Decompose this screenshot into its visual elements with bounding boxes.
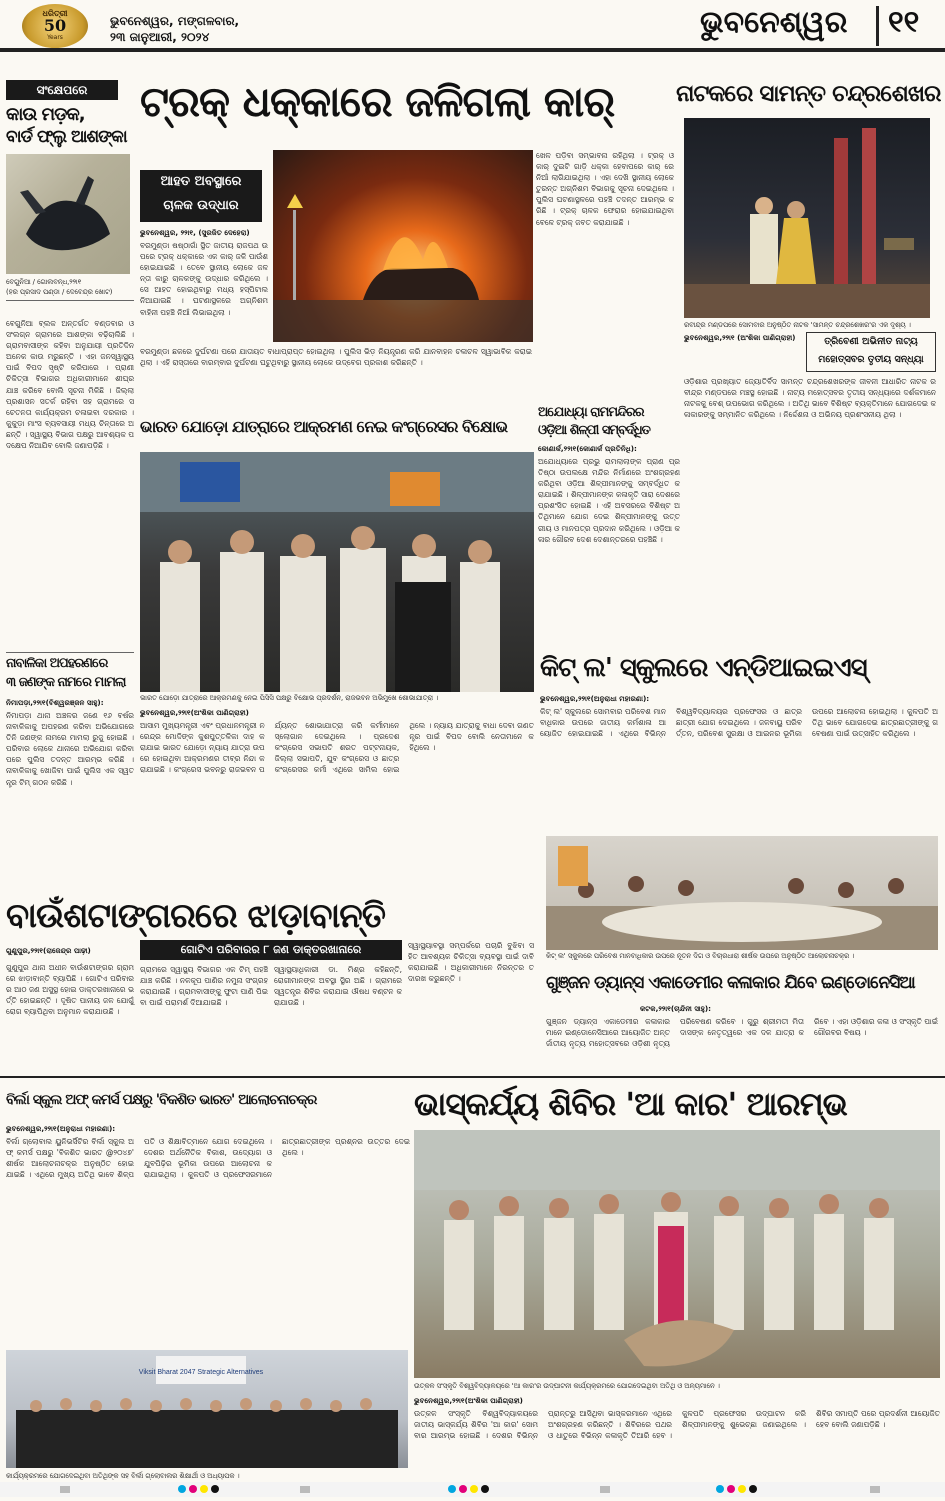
gunjan-dateline: କଟକ,୨୨ା୧(ଚାନ୍ଦିନୀ ସାହୁ):: [640, 1004, 712, 1013]
sculpture-body: ଉତ୍କଳ ସଂସ୍କୃତି ବିଶ୍ୱବିଦ୍ୟାଳୟରେ ଜାତୀୟ ଭାସ୍କର୍ଯ୍ୟ ଶିବିର 'ଆ କାର' ସୋମବାର ଆରମ୍ଭ ହୋଇଛି । ଦେଶର ବିଭିନ୍ନ ପ୍ରାନ୍ତରୁ ଆସିଥିବା ଭାସ୍କରମାନେ ଏଥିରେ ଅଂଶଗ୍ରହଣ କରିଛନ୍ତି । ଶିବିରରେ ପଥର ଓ ଧାତୁରେ ବିଭିନ୍ନ କଳାକୃତି ତିଆରି ହେବ । କୁଳପତି ପ୍ରଫେସର ଉଦ୍‌ଘାଟନ କରି ଶିଳ୍ପୀମାନଙ୍କୁ ଶୁଭେଚ୍ଛା ଜଣାଇଥିଲେ । ଶିବିର ସମାପ୍ତି ପରେ ପ୍ରଦର୍ଶନୀ ଆୟୋଜିତ ହେବ ବୋଲି ଜଣାପଡ଼ିଛି ।: [414, 1409, 940, 1441]
baunsha-dateline: ଗୁଣୁପୁର,୨୨ା୧(ରାଜେନ୍ଦ୍ର ପାଢ଼ୀ): [6, 946, 91, 955]
drama-body: ଓଡ଼ିଶାର ପ୍ରଖ୍ୟାତ ଜ୍ୟୋତିର୍ବିଦ ସାମନ୍ତ ଚନ୍ଦ୍ରଶେଖରଙ୍କ ଜୀବନୀ ଆଧାରିତ ନାଟକ ରବୀନ୍ଦ୍ର ମଣ୍ଡପରେ ମଞ୍ଚସ୍ଥ ହୋଇଛି । ନାଟ୍ୟ ମହୋତ୍ସବର ତୃତୀୟ ସନ୍ଧ୍ୟାରେ ଦର୍ଶକମାନେ ନାଟକକୁ ବେଶ୍ ଉପଭୋଗ କରିଥିଲେ । ଅତିଥି ଭାବେ ବିଶିଷ୍ଟ ବ୍ୟକ୍ତିମାନେ ଯୋଗଦେଇ କଳାକାରଙ୍କୁ ସମ୍ମାନିତ କରିଥିଲେ । ନିର୍ଦ୍ଦେଶନା ଓ ଅଭିନୟ ପ୍ରଶଂସନୀୟ ଥିଲା ।: [684, 377, 936, 420]
logo-text: ଧରିତ୍ରୀ: [42, 8, 68, 18]
burning-car-photo: [273, 150, 533, 342]
drama-photo-caption: ରବୀନ୍ଦ୍ର ମଣ୍ଡପରେ ସୋମବାର ଅନୁଷ୍ଠିତ ନାଟକ 'ସାମନ୍ତ ଚନ୍ଦ୍ରଶେଖର'ର ଏକ ଦୃଶ୍ୟ ।: [684, 321, 911, 329]
baunsha-body-col1: ଗୁଣୁପୁର ଥାନା ଅଧୀନ ବାଉଁଶଟାଙ୍ଗର ଗ୍ରାମରେ ଝାଡ଼ାବାନ୍ତି ବ୍ୟାପିଛି । ଗୋଟିଏ ପରିବାରର ଆଠ ଜଣ ଅସୁସ୍ଥ ହୋଇ ଡାକ୍ତରଖାନାରେ ଭର୍ତ୍ତି ହୋଇଛନ୍ତି । ଦୂଷିତ ପାନୀୟ ଜଳ ଯୋଗୁଁ ରୋଗ ବ୍ୟାପିଥିବା ଅନୁମାନ କରାଯାଉଛି ।: [6, 963, 134, 1017]
masthead-bottom-rule: [0, 48, 945, 52]
ayodhya-body: ଅଯୋଧ୍ୟାରେ ପ୍ରଭୁ ରାମଲାଲାଙ୍କ ପ୍ରାଣ ପ୍ରତିଷ୍ଠା ଉପଲକ୍ଷେ ମନ୍ଦିର ନିର୍ମାଣରେ ଅଂଶଗ୍ରହଣ କରିଥିବା ଓଡ଼ିଆ ଶିଳ୍ପୀମାନଙ୍କୁ ସମ୍ବର୍ଦ୍ଧିତ କରାଯାଇଛି । ଶିଳ୍ପୀମାନଙ୍କ କଳାକୃତି ସାରା ଦେଶରେ ପ୍ରଶଂସିତ ହୋଇଛି । ଏହି ଅବସରରେ ବିଶିଷ୍ଟ ଅତିଥିମାନେ ଯୋଗ ଦେଇ ଶିଳ୍ପୀମାନଙ୍କୁ ଉତ୍ତରୀୟ ଓ ମାନପତ୍ର ପ୍ରଦାନ କରିଥିଲେ । ଓଡ଼ିଆ କଳାର ଗୌରବ ଦେଶ ଦେଶାନ୍ତରରେ ପହଞ୍ଚିଛି ।: [538, 457, 680, 544]
kiit-dateline: ଭୁବନେଶ୍ୱର,୨୨ା୧(ଅନୁରାଧା ମହାରଣା):: [540, 694, 650, 703]
ayodhya-dateline: କୋଣାର୍କ,୨୨ା୧(କୋଣାର୍କ ପ୍ରତିନିଧି):: [538, 444, 637, 453]
kiit-body: କିଟ୍ ଲ' ସ୍କୁଲରେ ସୋମବାର ପରିବେଶ ମାନବାଧିକାର ଉପରେ ଜାତୀୟ କର୍ମଶାଳା ଆୟୋଜିତ ହୋଇଯାଇଛି । ଏଥିରେ ବିଭିନ୍ନ ବିଶ୍ୱବିଦ୍ୟାଳୟର ପ୍ରଫେସର ଓ ଛାତ୍ରଛାତ୍ରୀ ଯୋଗ ଦେଇଥିଲେ । ଜଳବାୟୁ ପରିବର୍ତ୍ତନ, ପରିବେଶ ସୁରକ୍ଷା ଓ ଆଇନର ଭୂମିକା ଉପରେ ଆଲୋଚନା ହୋଇଥିଲା । କୁଳପତି ଅତିଥି ଭାବେ ଯୋଗଦେଇ ଛାତ୍ରଛାତ୍ରୀଙ୍କୁ ଗବେଷଣା ପାଇଁ ଉତ୍ସାହିତ କରିଥିଲେ ।: [540, 707, 938, 739]
brief-headline-2: ବାର୍ଡ ଫ୍ଲୁ ଆଶଙ୍କା: [6, 127, 127, 147]
ayodhya-headline-2: ଓଡ଼ିଆ ଶିଳ୍ପୀ ସମ୍ବର୍ଦ୍ଧିତ: [538, 423, 650, 438]
minor-headline-1: ନାବାଳିକା ଅପହରଣରେ: [6, 656, 108, 671]
kiit-seminar-photo: [546, 836, 938, 950]
kiit-photo-caption: କିଟ୍ ଲ' ସ୍କୁଲରେ ପରିବେଶ ମାନବାଧିକାର ଉପରେ ନୂତନ ଦିଗ ଓ ବିଚାରଧାରା ଶୀର୍ଷକ ଉପରେ ଅନୁଷ୍ଠିତ ଆଲୋଚନାଚକ୍ର ।: [546, 952, 855, 960]
lead-body-wide: ବରମୁଣ୍ଡା ଛକରେ ଦୁର୍ଘଟଣା ପରେ ଯାତାୟତ ବାଧାପ୍ରାପ୍ତ ହୋଇଥିଲା । ପୁଲିସ ଭିଡ଼ ନିୟନ୍ତ୍ରଣ କରି ଯାନବାହନ ଚଳାଚଳ ସ୍ୱାଭାବିକ କରାଇଥିଲା । ଏହି ରାସ୍ତାରେ ବାରମ୍ବାର ଦୁର୍ଘଟଣା ଘଟୁଥିବାରୁ ସ୍ଥାନୀୟ ଲୋକେ ଉଦ୍ବେଗ ପ୍ରକାଶ କରିଛନ୍ତି ।: [140, 347, 532, 368]
minor-divider: [6, 652, 134, 653]
sculpture-camp-photo: [414, 1130, 940, 1378]
masthead-place-day: ଭୁବନେଶ୍ୱର, ମଙ୍ଗଳବାର,: [110, 14, 240, 28]
birla-headline: ବିର୍ଲା ସ୍କୁଲ ଅଫ୍ କମର୍ସ ପକ୍ଷରୁ 'ବିକଶିତ ଭାରତ' ଆଲୋଚନାଚକ୍ର: [6, 1092, 317, 1108]
drama-box-1: ତ୍ରିବେଣୀ ଅଭିନୀତ ନାଟ୍ୟ: [824, 336, 918, 347]
lead-headline: ଟ୍ରକ୍ ଧକ୍କାରେ ଜଳିଗଲା କାର୍: [140, 77, 615, 126]
brief-photo-caption: ବେଗୁନିଆ / ଗୋଲବନ୍ଧ,୨୨ା୧: [6, 278, 82, 286]
masthead-date: ୨୩ ଜାନୁଆରୀ, ୨୦୨୪: [110, 30, 210, 44]
lead-subhead-1: ଆହତ ଅବସ୍ଥାରେ: [160, 174, 242, 189]
section-title: ଭୁବନେଶ୍ୱର: [700, 5, 848, 40]
ayodhya-headline-1: ଅଯୋଧ୍ୟା ରାମମନ୍ଦିରର: [538, 405, 644, 420]
sculpture-photo-caption: ଉତ୍କଳ ସଂସ୍କୃତି ବିଶ୍ୱବିଦ୍ୟାଳୟରେ 'ଆ କାର'ର ଉଦ୍‌ଘାଟନୀ କାର୍ଯ୍ୟକ୍ରମରେ ଯୋଗଦେଇଥିବା ଅତିଥି ଓ ଅନ୍ୟମାନେ ।: [414, 1382, 720, 1390]
gunjan-body: ଗୁଞ୍ଜନ ଡ୍ୟାନ୍ସ ଏକାଡେମୀର କଳାକାରମାନେ ଇଣ୍ଡୋନେସିଆରେ ଆୟୋଜିତ ଅନ୍ତର୍ଜାତୀୟ ନୃତ୍ୟ ମହୋତ୍ସବରେ ଓଡ଼ିଶୀ ନୃତ୍ୟ ପରିବେଷଣ କରିବେ । ଗୁରୁ ଶ୍ରୀମତୀ ମିତା ଦାସଙ୍କ ନେତୃତ୍ୱରେ ଏକ ଦଳ ଯାତ୍ରା କରିବେ । ଏହା ଓଡ଼ିଶାର କଳା ଓ ସଂସ୍କୃତି ପାଇଁ ଗୌରବର ବିଷୟ ।: [546, 1017, 938, 1049]
gunjan-headline: ଗୁଞ୍ଜନ ଡ୍ୟାନ୍ସ ଏକାଡେମୀର କଳାକାର ଯିବେ ଇଣ୍ଡୋନେସିଆ: [546, 973, 915, 993]
birla-group-photo: [6, 1350, 408, 1468]
brief-divider: [6, 300, 134, 301]
brief-photo-credit: (ହର ପ୍ରସାଦ ପଣ୍ଡା / ଦେବେନ୍ଦ୍ର ଖୋଟ): [6, 288, 113, 296]
baunsha-headline: ବାଉଁଶଟାଙ୍ଗରରେ ଝାଡ଼ାବାନ୍ତି: [6, 896, 385, 936]
brief-headline-1: କାଉ ମଡ଼କ,: [6, 104, 85, 125]
sculpture-dateline: ଭୁବନେଶ୍ୱର,୨୨ା୧(ଅଂଶିକା ପାଣିଗ୍ରାହୀ): [414, 1396, 523, 1405]
yatra-headline: ଭାରତ ଯୋଡ଼ୋ ଯାତ୍ରାରେ ଆକ୍ରମଣ ନେଇ କଂଗ୍ରେସର ବିକ୍ଷୋଭ: [140, 417, 508, 436]
lead-subhead-box: [140, 170, 262, 222]
baunsha-body-col3: ସ୍ୱାସ୍ଥ୍ୟାଧିକାରୀ ଡା. ମିଶ୍ର କହିଛନ୍ତି, ରୋଗୀମାନଙ୍କ ଅବସ୍ଥା ସ୍ଥିର ଅଛି । ଗ୍ରାମରେ ସ୍ୱତନ୍ତ୍ର ଶିବିର କରାଯାଇ ଔଷଧ ବଣ୍ଟନ କରାଯାଉଛି ।: [274, 965, 402, 1008]
baunsha-body-col4: ସ୍ୱାସ୍ଥ୍ୟାବସ୍ଥା ସମ୍ପର୍କରେ ପଚାରି ବୁଝିବା ସହିତ ଆବଶ୍ୟକ ଚିକିତ୍ସା ବ୍ୟବସ୍ଥା ପାଇଁ ଦାବି କରାଯାଇଛି । ଅଧିକାରୀମାନେ ନିରନ୍ତର ତଦାରଖ କରୁଛନ୍ତି ।: [408, 941, 534, 984]
baunsha-subhead: ଗୋଟିଏ ପରିବାରର ୮ ଜଣ ଡାକ୍ତରଖାନାରେ: [140, 940, 402, 960]
yatra-photo-caption: ଭାରତ ଯୋଡ଼ୋ ଯାତ୍ରାରେ ଆକ୍ରମଣକୁ ନେଇ ପିସିସି ପକ୍ଷରୁ ବିକ୍ଷୋଭ ପ୍ରଦର୍ଶନ, ରାଜଭବନ ଅଭିମୁଖେ ଶୋଭାଯାତ୍ରା ।: [140, 694, 439, 702]
baunsha-body-col2: ଗ୍ରାମରେ ସ୍ୱାସ୍ଥ୍ୟ ବିଭାଗର ଏକ ଟିମ୍ ପହଞ୍ଚି ଯାଞ୍ଚ କରିଛି । ନଳକୂପ ପାଣିର ନମୁନା ସଂଗ୍ରହ କରାଯାଇଛି । ଗ୍ରାମବାସୀଙ୍କୁ ଫୁଟା ପାଣି ପିଇବା ପାଇଁ ପରାମର୍ଶ ଦିଆଯାଇଛି ।: [140, 965, 268, 1008]
logo-number: 50: [43, 16, 67, 35]
minor-body: ନିମାପଡ଼ା ଥାନା ଅଞ୍ଚଳର ଜଣେ ୧୬ ବର୍ଷର ନାବାଳିକାକୁ ଅପହରଣ କରିବା ଅଭିଯୋଗରେ ତିନି ଜଣଙ୍କ ନାମରେ ମାମଲା ରୁଜୁ ହୋଇଛି । ପରିବାର ଲୋକେ ଥାନାରେ ଅଭିଯୋଗ କରିବା ପରେ ପୁଲିସ ତଦନ୍ତ ଆରମ୍ଭ କରିଛି । ନାବାଳିକାକୁ ଖୋଜିବା ପାଇଁ ପୁଲିସ ଏକ ସ୍ୱତନ୍ତ୍ର ଟିମ୍ ଗଠନ କରିଛି ।: [6, 711, 134, 787]
brief-label: ସଂକ୍ଷେପରେ: [6, 80, 118, 100]
dead-crow-photo: [6, 154, 130, 274]
minor-dateline: ନିମାପଡ଼ା,୨୨ା୧(ବିଶ୍ୱରଞ୍ଜନ ସାହୁ):: [6, 698, 104, 707]
yatra-dateline: ଭୁବନେଶ୍ୱର,୨୨ା୧(ଅଂଶିକା ପାଣିଗ୍ରାହୀ): [140, 708, 249, 717]
minor-headline-2: ୩ ଜଣଙ୍କ ନାମରେ ମାମଲା: [6, 675, 126, 690]
page-number: ୧୧: [888, 5, 920, 40]
logo-sub: Years: [47, 34, 63, 41]
drama-stage-photo: [684, 118, 930, 318]
kiit-headline: କିଟ୍ ଲ' ସ୍କୁଲରେ ଏନ୍‌ଡିଆଇଇଏସ୍: [540, 653, 867, 683]
protest-march-photo: [140, 452, 534, 692]
sculpture-headline: ଭାସ୍କର୍ଯ୍ୟ ଶିବିର 'ଆ କାର' ଆରମ୍ଭ: [414, 1085, 847, 1123]
drama-headline: ନାଟକରେ ସାମନ୍ତ ଚନ୍ଦ୍ରଶେଖର: [676, 81, 941, 107]
yatra-body: ଆସାମ ମୁଖ୍ୟମନ୍ତ୍ରୀ ଏବଂ ପ୍ରଧାନମନ୍ତ୍ରୀ ନରେନ୍ଦ୍ର ମୋଦିଙ୍କ କୁଶପୁତ୍ତଳିକା ଦାହ କରାଯାଇ ଭାରତ ଯୋଡ଼ୋ ନ୍ୟାୟ ଯାତ୍ରା ଉପରେ ହୋଇଥିବା ଆକ୍ରମଣର ତୀବ୍ର ନିନ୍ଦା କରାଯାଇଛି । କଂଗ୍ରେସ ଭବନରୁ ରାଜଭବନ ପର୍ଯ୍ୟନ୍ତ ଶୋଭାଯାତ୍ରା କରି କର୍ମୀମାନେ ସ୍ଲୋଗାନ ଦେଇଥିଲେ । ପ୍ରଦେଶ କଂଗ୍ରେସ ସଭାପତି ଶରତ ପଟ୍ଟନାୟକ, ଜିଲ୍ଲା ସଭାପତି, ଯୁବ କଂଗ୍ରେସ ଓ ଛାତ୍ର କଂଗ୍ରେସର କର୍ମୀ ଏଥିରେ ସାମିଲ ହୋଇଥିଲେ । ନ୍ୟାୟ ଯାତ୍ରାକୁ ବାଧା ଦେବା ଗଣତନ୍ତ୍ର ପାଇଁ ବିପଦ ବୋଲି ନେତାମାନେ କହିଥିଲେ ।: [140, 721, 534, 775]
birla-banner-text: Viksit Bharat 2047 Strategic Alternatives: [138, 1369, 264, 1376]
birla-dateline: ଭୁବନେଶ୍ୱର,୨୨ା୧(ଅନୁରାଧା ମହାରଣା):: [6, 1124, 116, 1133]
lead-body-col1: ବରମୁଣ୍ଡା ଷଷ୍ଠାଗାଁ ସ୍ଥିତ ଜାତୀୟ ରାଜପଥ ଉପରେ ଟ୍ରକ୍ ଧକ୍କାରେ ଏକ କାର୍ ଜଳି ପାଉଁଶ ହୋଇଯାଇଛି । ତେବେ ସ୍ଥାନୀୟ ଲୋକେ ଜଳନ୍ତା କାରୁ ଚାଳକଙ୍କୁ ଉଦ୍ଧାର କରିଥିଲେ । ସେ ଆହତ ହୋଇଥିବାରୁ ମଧ୍ୟ ହସ୍ପିଟାଲ ନିଆଯାଇଛି । ଘଟଣାସ୍ଥଳରେ ଅଗ୍ନିଶମ ବାହିନୀ ପହଞ୍ଚି ନିଆଁ ଲିଭାଇଥିଲା ।: [140, 241, 268, 317]
lead-subhead-2: ଚାଳକ ଉଦ୍ଧାର: [163, 198, 239, 213]
left-story-body: ବେଗୁନିଆ ବ୍ଲକ ଅନ୍ତର୍ଗତ ବଣ୍ଡବାର ଓ ସଂଲଗ୍ନ ଗ୍ରାମରେ ଆଶଙ୍କା ବଢ଼ିଚାଲିଛି । ଗ୍ରାମବାସୀଙ୍କ କହିବା ଅନୁଯାୟୀ ପ୍ରତିଦିନ ଅନେକ କାଉ ମରୁଛନ୍ତି । ଏହା ଜନସ୍ୱାସ୍ଥ୍ୟ ପାଇଁ ବିପଦ ସୃଷ୍ଟି କରିପାରେ । ପ୍ରାଣୀ ଚିକିତ୍ସା ବିଭାଗର ଅଧିକାରୀମାନେ ଶୀଘ୍ର ଯାଞ୍ଚ କରିବେ ବୋଲି ସୂଚନା ମିଳିଛି । ଜିଲ୍ଲା ପ୍ରଶାସନ ସତର୍କ ରହିବା ସହ ଗ୍ରାମରେ ସଚେତନତା କାର୍ଯ୍ୟକ୍ରମ ଚଳାଇବା ଦରକାର । କୁକୁଡ଼ା ମାଂସ ବ୍ୟବସାୟୀ ମଧ୍ୟ ଚିନ୍ତାରେ ଅଛନ୍ତି । ସ୍ୱାସ୍ଥ୍ୟ ବିଭାଗ ପକ୍ଷରୁ ଆବଶ୍ୟକ ପଦକ୍ଷେପ ନିଆଯିବ ବୋଲି ଜଣାପଡ଼ିଛି ।: [6, 319, 134, 451]
lead-dateline: ଭୁବନେଶ୍ୱର, ୨୨ା୧, (ସୁରଜିତ ଦେହେରା): [140, 228, 250, 237]
drama-box-2: ମହୋତ୍ସବର ତୃତୀୟ ସନ୍ଧ୍ୟା: [818, 354, 924, 365]
masthead-separator: [876, 6, 879, 46]
print-registration-strip: [0, 1482, 945, 1497]
anniversary-logo: [22, 4, 88, 48]
drama-dateline: ଭୁବନେଶ୍ୱର,୨୨ା୧ (ଅଂଶିକା ପାଣିଗ୍ରାହୀ): [684, 333, 796, 342]
bottom-section-rule: [0, 1076, 945, 1078]
drama-box: [806, 332, 936, 372]
masthead: [0, 0, 945, 52]
birla-photo-caption: କାର୍ଯ୍ୟକ୍ରମରେ ଯୋଗଦେଇଥିବା ଅତିଥିଙ୍କ ସହ ବିର୍ଲା ଗ୍ଲୋବାଲର ଶିକ୍ଷାର୍ଥୀ ଓ ଅଧ୍ୟାପକ ।: [6, 1472, 240, 1480]
birla-body: ବିର୍ଲା ଗ୍ଲୋବାଲ ୟୁନିଭର୍ସିଟିର ବିର୍ଲା ସ୍କୁଲ ଅଫ୍ କମର୍ସ ପକ୍ଷରୁ 'ବିକଶିତ ଭାରତ @୨୦୪୭' ଶୀର୍ଷକ ଆଲୋଚନାଚକ୍ର ଅନୁଷ୍ଠିତ ହୋଇଯାଇଛି । ଏଥିରେ ମୁଖ୍ୟ ଅତିଥି ଭାବେ ଶିଳ୍ପପତି ଓ ଶିକ୍ଷାବିତ୍‌ମାନେ ଯୋଗ ଦେଇଥିଲେ । ଦେଶର ଅର୍ଥନୈତିକ ବିକାଶ, ଉଦ୍ୟୋଗ ଓ ଯୁବପିଢ଼ିର ଭୂମିକା ଉପରେ ଆଲୋଚନା କରାଯାଇଥିଲା । କୁଳପତି ଓ ପ୍ରଫେସରମାନେ ଛାତ୍ରଛାତ୍ରୀଙ୍କ ପ୍ରଶ୍ନର ଉତ୍ତର ଦେଇଥିଲେ ।: [6, 1137, 410, 1180]
lead-body-col2: ଖେଳ ପଡ଼ିବା ସମ୍ଭାବନା ରହିଥିଲା । ଟ୍ରକ୍ ଓ କାର୍ ଦୁଇଟି ଗାଡ଼ି ଧକ୍କା ହେବାପରେ କାର୍ ରେ ନିଆଁ ଲାଗିଯାଇଥିଲା । ଏହା ଦେଖି ସ୍ଥାନୀୟ ଲୋକେ ତୁରନ୍ତ ଅଗ୍ନିଶମ ବିଭାଗକୁ ସୂଚନା ଦେଇଥିଲେ । ପୁଲିସ ଘଟଣାସ୍ଥଳରେ ପହଞ୍ଚି ତଦନ୍ତ ଆରମ୍ଭ କରିଛି । ଟ୍ରକ୍ ଚାଳକ ଫେରାର ହୋଇଯାଇଥିବା ବେଳେ ଟ୍ରକ୍ ଜବତ କରାଯାଇଛି ।: [536, 151, 674, 227]
